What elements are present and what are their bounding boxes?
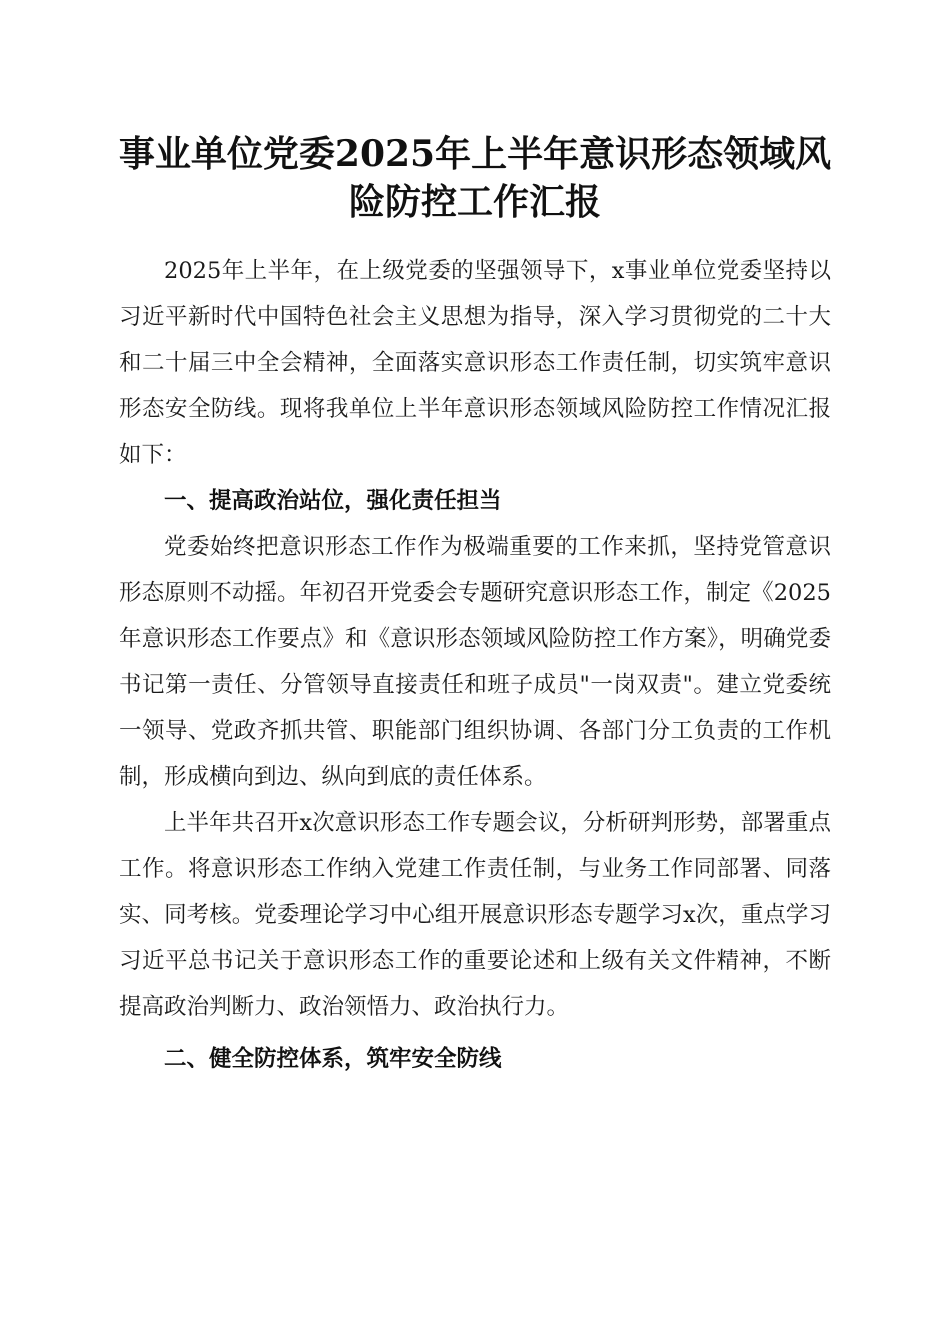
section-2-heading: 二、健全防控体系，筑牢安全防线 [164, 1046, 502, 1072]
section-1-paragraph-1: 党委始终把意识形态工作作为极端重要的工作来抓，坚持党管意识形态原则不动摇。年初召开党委会专题研究意识形态工作，制定《2025年意识形态工作要点》和《意识形态领域风险防控工作方案》，明确党委书记第一责任、分管领导直接责任和班子成员"一岗双责"。建立党委统一领导、党政齐抓共管、职能部门组织协调、各部门分工负责的工作机制，形成横向到边、纵向到底的责任体系。 [119, 534, 831, 790]
document-title [100, 130, 850, 226]
document-body [119, 248, 831, 1082]
title-line-2: 险防控工作汇报 [348, 181, 601, 223]
section-1-heading: 一、提高政治站位，强化责任担当 [164, 488, 502, 514]
title-line-1: 事业单位党委2025年上半年意识形态领域风 [118, 133, 832, 175]
section-1-paragraph-2: 上半年共召开x次意识形态工作专题会议，分析研判形势，部署重点工作。将意识形态工作纳入党建工作责任制，与业务工作同部署、同落实、同考核。党委理论学习中心组开展意识形态专题学习x次，重点学习习近平总书记关于意识形态工作的重要论述和上级有关文件精神，不断提高政治判断力、政治领悟力、政治执行力。 [119, 810, 831, 1020]
intro-paragraph: 2025年上半年，在上级党委的坚强领导下，x事业单位党委坚持以习近平新时代中国特色社会主义思想为指导，深入学习贯彻党的二十大和二十届三中全会精神，全面落实意识形态工作责任制，切实筑牢意识形态安全防线。现将我单位上半年意识形态领域风险防控工作情况汇报如下： [119, 258, 831, 468]
